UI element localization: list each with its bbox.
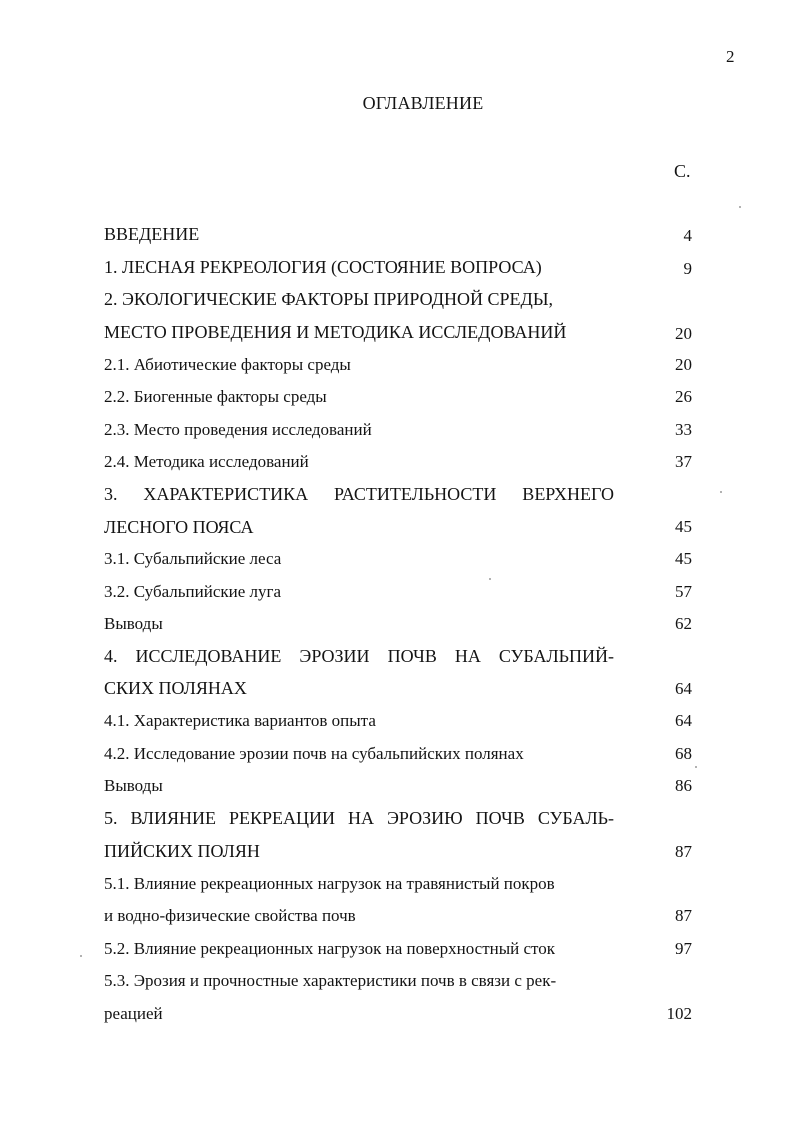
toc-page-chapter-3: 45 (675, 517, 692, 536)
toc-entry-chapter-5-line1: 5. ВЛИЯНИЕ РЕКРЕАЦИИ НА ЭРОЗИЮ ПОЧВ СУБАЛЬ- (104, 808, 614, 828)
toc-entry-chapter-4-line1: 4. ИССЛЕДОВАНИЕ ЭРОЗИИ ПОЧВ НА СУБАЛЬПИЙ- (104, 646, 614, 666)
toc-entry-conclusions-3: Выводы (104, 614, 163, 633)
toc-page-section-2-4: 37 (675, 452, 692, 471)
scan-speck (739, 206, 741, 208)
scan-speck (489, 578, 491, 580)
toc-entry-section-4-2: 4.2. Исследование эрозии почв на субальпийских полянах (104, 744, 524, 763)
toc-page-chapter-4: 64 (675, 679, 692, 698)
toc-page-section-5-3: 102 (666, 1004, 692, 1023)
toc-entry-conclusions-4: Выводы (104, 776, 163, 795)
toc-page-section-5-1: 87 (675, 906, 692, 925)
toc-page-section-4-2: 68 (675, 744, 692, 763)
toc-entry-section-3-1: 3.1. Субальпийские леса (104, 549, 282, 568)
scan-speck (80, 955, 82, 957)
document-title: ОГЛАВЛЕНИЕ (362, 93, 484, 113)
toc-page-conclusions-3: 62 (675, 614, 692, 633)
toc-page-section-5-2: 97 (675, 939, 692, 958)
toc-entry-chapter-4-line2: СКИХ ПОЛЯНАХ (104, 678, 247, 698)
toc-entry-section-2-3: 2.3. Место проведения исследований (104, 420, 372, 439)
toc-entry-section-2-2: 2.2. Биогенные факторы среды (104, 387, 327, 406)
scan-speck (720, 491, 722, 493)
toc-entry-section-5-3-line2: реацией (104, 1004, 163, 1023)
toc-entry-chapter-2-line1: 2. ЭКОЛОГИЧЕСКИЕ ФАКТОРЫ ПРИРОДНОЙ СРЕДЫ, (104, 289, 554, 309)
toc-entry-section-3-2: 3.2. Субальпийские луга (104, 582, 282, 601)
toc-entry-chapter-5-line2: ПИЙСКИХ ПОЛЯН (104, 841, 260, 861)
toc-page-section-2-2: 26 (675, 387, 692, 406)
toc-entry-section-2-1: 2.1. Абиотические факторы среды (104, 355, 351, 374)
page-column-label: С. (674, 161, 691, 181)
toc-entry-chapter-2-line2: МЕСТО ПРОВЕДЕНИЯ И МЕТОДИКА ИССЛЕДОВАНИЙ (104, 322, 567, 342)
toc-page-chapter-5: 87 (675, 842, 692, 861)
toc-entry-introduction: ВВЕДЕНИЕ (104, 224, 200, 244)
toc-page-section-2-1: 20 (675, 355, 692, 374)
toc-entry-section-4-1: 4.1. Характеристика вариантов опыта (104, 711, 376, 730)
toc-entry-section-5-1-line1: 5.1. Влияние рекреационных нагрузок на травянистый покров (104, 874, 555, 893)
toc-page-introduction: 4 (683, 226, 692, 245)
toc-page-section-3-2: 57 (675, 582, 692, 601)
toc-entry-chapter-1: 1. ЛЕСНАЯ РЕКРЕОЛОГИЯ (СОСТОЯНИЕ ВОПРОСА) (104, 257, 542, 277)
toc-page-section-4-1: 64 (675, 711, 692, 730)
toc-page-section-2-3: 33 (675, 420, 692, 439)
toc-page-chapter-2: 20 (675, 324, 692, 343)
page-number: 2 (726, 47, 735, 66)
toc-page-section-3-1: 45 (675, 549, 692, 568)
toc-entry-section-5-3-line1: 5.3. Эрозия и прочностные характеристики почв в связи с рек- (104, 971, 557, 990)
toc-entry-section-2-4: 2.4. Методика исследований (104, 452, 309, 471)
scan-speck (695, 766, 697, 768)
toc-entry-section-5-1-line2: и водно-физические свойства почв (104, 906, 356, 925)
toc-page-conclusions-4: 86 (675, 776, 692, 795)
toc-entry-chapter-3-line2: ЛЕСНОГО ПОЯСА (104, 517, 254, 537)
toc-entry-chapter-3-line1: 3. ХАРАКТЕРИСТИКА РАСТИТЕЛЬНОСТИ ВЕРХНЕГО (104, 484, 614, 504)
toc-page-chapter-1: 9 (683, 259, 692, 278)
toc-entry-section-5-2: 5.2. Влияние рекреационных нагрузок на поверхностный сток (104, 939, 555, 958)
